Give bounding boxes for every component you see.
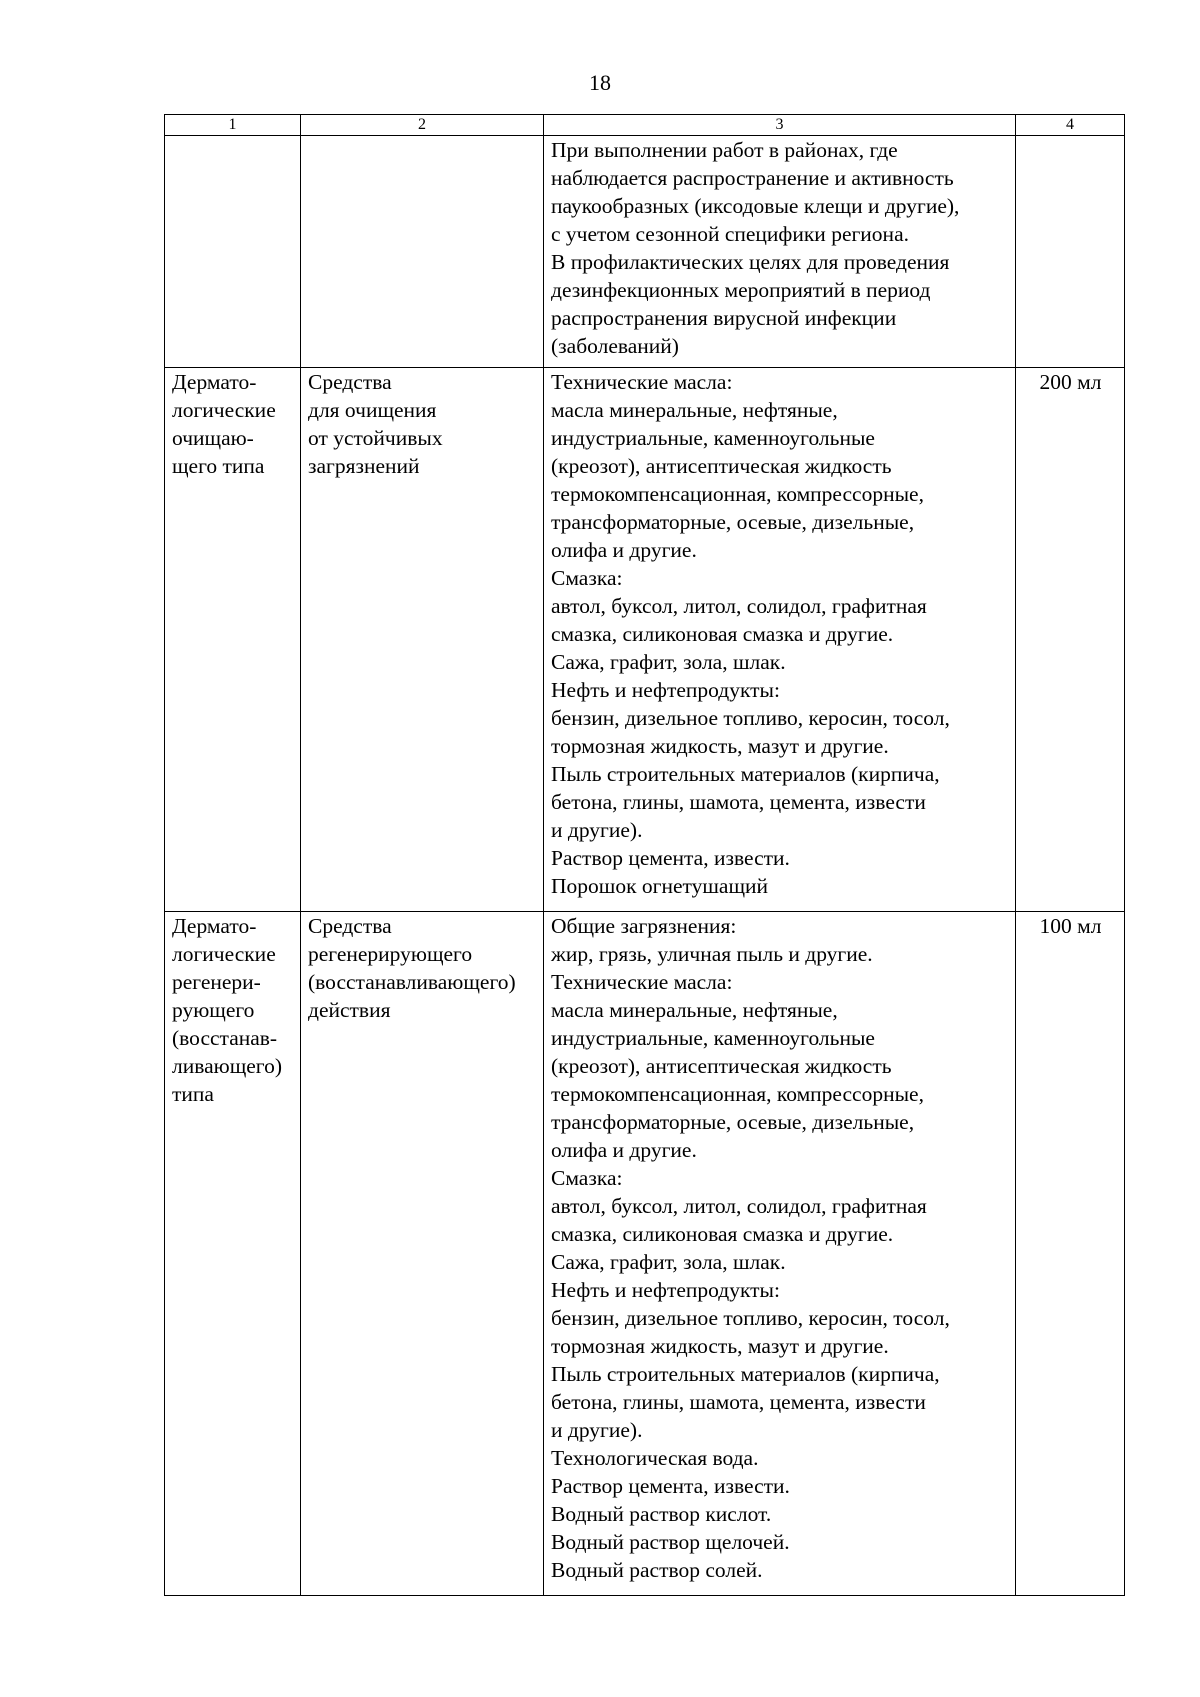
cell-line: масла минеральные, нефтяные, (551, 998, 838, 1022)
cell-line: бетона, глины, шамота, цемента, извести (551, 1390, 926, 1414)
column-header: 1 (165, 115, 301, 136)
cell-line: олифа и другие. (551, 538, 697, 562)
cell-line: смазка, силиконовая смазка и другие. (551, 1222, 894, 1246)
cell-line: Нефть и нефтепродукты: (551, 678, 780, 702)
cell-line: и другие). (551, 1418, 643, 1442)
data-table (164, 114, 1125, 1596)
table-row (165, 136, 1125, 368)
conditions-cell (544, 912, 1016, 1596)
cell-line: бетона, глины, шамота, цемента, извести (551, 790, 926, 814)
cell-line: Пыль строительных материалов (кирпича, (551, 762, 940, 786)
cell-line: Водный раствор кислот. (551, 1502, 772, 1526)
product-purpose-cell (301, 136, 544, 368)
cell-line: логические (172, 398, 276, 422)
cell-line: Смазка: (551, 566, 623, 590)
volume-cell: 200 мл (1016, 368, 1125, 912)
cell-line: жир, грязь, уличная пыль и другие. (551, 942, 873, 966)
conditions-cell (544, 368, 1016, 912)
cell-line: Технические масла: (551, 370, 733, 394)
table-row (165, 368, 1125, 912)
cell-line: от устойчивых (308, 426, 443, 450)
column-number-row (165, 115, 1125, 136)
cell-line: бензин, дизельное топливо, керосин, тосол, (551, 706, 950, 730)
cell-line: ливающего) (172, 1054, 282, 1078)
cell-line: Смазка: (551, 1166, 623, 1190)
volume-cell (1016, 136, 1125, 368)
cell-line: логические (172, 942, 276, 966)
table-row (165, 912, 1125, 1596)
conditions-cell (544, 136, 1016, 368)
cell-line: Сажа, графит, зола, шлак. (551, 1250, 786, 1274)
cell-line: смазка, силиконовая смазка и другие. (551, 622, 894, 646)
cell-line: (восстанав- (172, 1026, 278, 1050)
cell-line: При выполнении работ в районах, где (551, 138, 898, 162)
cell-line: масла минеральные, нефтяные, (551, 398, 838, 422)
cell-line: индустриальные, каменноугольные (551, 426, 875, 450)
column-header: 3 (544, 115, 1016, 136)
column-header: 2 (301, 115, 544, 136)
cell-line: Сажа, графит, зола, шлак. (551, 650, 786, 674)
cell-line: Пыль строительных материалов (кирпича, (551, 1362, 940, 1386)
cell-line: действия (308, 998, 391, 1022)
column-header: 4 (1016, 115, 1125, 136)
cell-line: бензин, дизельное топливо, керосин, тосол, (551, 1306, 950, 1330)
cell-line: В профилактических целях для проведения (551, 250, 950, 274)
product-purpose-cell (301, 368, 544, 912)
cell-line: Раствор цемента, извести. (551, 1474, 790, 1498)
page-number: 18 (589, 70, 611, 95)
cell-line: олифа и другие. (551, 1138, 697, 1162)
cell-line: Средства (308, 914, 392, 938)
cell-line: для очищения (308, 398, 437, 422)
volume-cell: 100 мл (1016, 912, 1125, 1596)
cell-line: Нефть и нефтепродукты: (551, 1278, 780, 1302)
cell-line: рующего (172, 998, 255, 1022)
cell-line: Технологическая вода. (551, 1446, 759, 1470)
cell-line: и другие). (551, 818, 643, 842)
cell-line: с учетом сезонной специфики региона. (551, 222, 909, 246)
cell-line: Водный раствор щелочей. (551, 1530, 790, 1554)
cell-line: Дермато- (172, 914, 257, 938)
cell-line: автол, буксол, литол, солидол, графитная (551, 594, 927, 618)
cell-line: (заболеваний) (551, 334, 679, 358)
cell-line: Средства (308, 370, 392, 394)
cell-line: наблюдается распространение и активность (551, 166, 954, 190)
cell-line: Водный раствор солей. (551, 1558, 763, 1582)
product-purpose-cell (301, 912, 544, 1596)
cell-line: (креозот), антисептическая жидкость (551, 454, 892, 478)
cell-line: щего типа (172, 454, 265, 478)
cell-line: трансформаторные, осевые, дизельные, (551, 1110, 915, 1134)
cell-line: тормозная жидкость, мазут и другие. (551, 1334, 889, 1358)
cell-line: тормозная жидкость, мазут и другие. (551, 734, 889, 758)
cell-line: (креозот), антисептическая жидкость (551, 1054, 892, 1078)
product-type-cell (165, 136, 301, 368)
cell-line: загрязнений (308, 454, 420, 478)
cell-line: Раствор цемента, извести. (551, 846, 790, 870)
cell-line: регенери- (172, 970, 261, 994)
cell-line: Дермато- (172, 370, 257, 394)
cell-line: паукообразных (иксодовые клещи и другие), (551, 194, 960, 218)
cell-line: типа (172, 1082, 214, 1106)
cell-line: термокомпенсационная, компрессорные, (551, 1082, 924, 1106)
cell-line: индустриальные, каменноугольные (551, 1026, 875, 1050)
cell-line: дезинфекционных мероприятий в период (551, 278, 931, 302)
cell-line: Технические масла: (551, 970, 733, 994)
cell-line: автол, буксол, литол, солидол, графитная (551, 1194, 927, 1218)
cell-line: регенерирующего (308, 942, 473, 966)
cell-line: (восстанавливающего) (308, 970, 516, 994)
cell-line: Порошок огнетушащий (551, 874, 769, 898)
cell-line: Общие загрязнения: (551, 914, 737, 938)
cell-line: очищаю- (172, 426, 254, 450)
product-type-cell (165, 912, 301, 1596)
product-type-cell (165, 368, 301, 912)
cell-line: распространения вирусной инфекции (551, 306, 897, 330)
cell-line: термокомпенсационная, компрессорные, (551, 482, 924, 506)
cell-line: трансформаторные, осевые, дизельные, (551, 510, 915, 534)
